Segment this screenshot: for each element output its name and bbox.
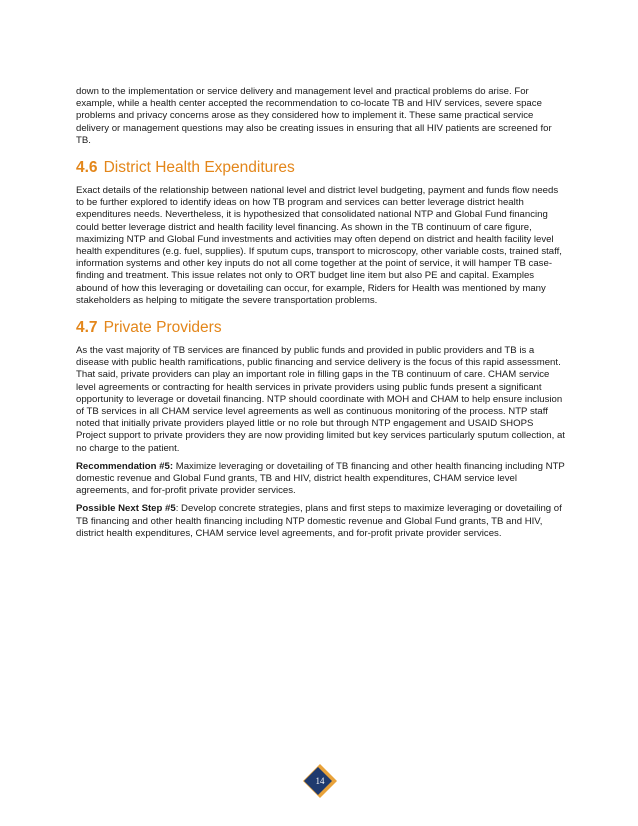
section-number: 4.7 [76, 319, 98, 337]
page-number-badge [302, 763, 338, 799]
recommendation-text: Maximize leveraging or dovetailing of TB financing and other health financing including NTP domestic revenue and Global Fund grants, TB and HIV, district health expenditures, CHAM service level agreements, and for-profit private provider services. [76, 460, 565, 497]
next-step-paragraph [76, 503, 565, 540]
recommendation-paragraph [76, 461, 565, 498]
section-number: 4.6 [76, 159, 98, 177]
section-title: District Health Expenditures [103, 159, 295, 177]
page-content [76, 86, 565, 540]
next-step-text: : Develop concrete strategies, plans and first steps to maximize leveraging or dovetailing of TB financing and other health financing including NTP domestic revenue and Global Fund grants, TB and HIV, district health expenditures, CHAM service level agreements, and for-profit private provider services. [76, 503, 562, 539]
section-heading-4-7 [76, 319, 565, 337]
page-number: 14 [315, 776, 325, 786]
intro-paragraph: down to the implementation or service delivery and management level and practical problems do arise. For example, while a health center accepted the recommendation to co-locate TB and HIV services, severe space problems and privacy concerns arose as they considered how to implement it. These same practical service delivery or management questions may also be creating issues in ensuring that all HIV patients are screened for TB. [76, 86, 552, 146]
district-paragraph: Exact details of the relationship between national level and district level budgeting, payment and funds flow needs to be further explored to identify ideas on how TB program and services can better leverage district health expenditures needs. Nevertheless, it is hypothesized that consolidated national NTP and Global Fund financing could better leverage district and health facility level financing. As shown in the TB continuum of care figure, maximizing NTP and Global Fund investments and activities may often depend on district and health facility level health expenditures (e.g. fuel, supplies). If sputum cups, transport to microscopy, other variable costs, trained staff, information systems and other key inputs do not all come together at the point of service, it will hamper TB case-finding and treatment. This issue relates not only to ORT budget line item but also PE and capital. Examples abound of how this leveraging or dovetailing can occur, for example, Riders for Health was mentioned by many stakeholders as helping to mitigate the severe transportation problems. [76, 185, 562, 306]
next-step-label: Possible Next Step #5 [76, 503, 176, 515]
recommendation-label: Recommendation #5: [76, 460, 174, 472]
section-heading-4-6 [76, 159, 565, 177]
private-providers-paragraph: As the vast majority of TB services are financed by public funds and provided in public providers and TB is a disease with public health ramifications, public financing and service delivery is the focus of this rapid assessment. That said, private providers can play an important role in filling gaps in the TB continuum of care. CHAM service level agreements or contracting for health services in private providers using public funds present a significant opportunity to leverage or dovetail financing. NTP should coordinate with MOH and CHAM to help ensure inclusion of TB services in all CHAM service level agreements as well as continuous monitoring of the process. NTP staff noted that initially private providers played little or no role but through NTP engagement and USAID SHOPS Project support to private providers they are now providing limited but key services particularly sputum collection, at no charge to the patient. [76, 345, 565, 454]
section-title: Private Providers [103, 319, 222, 337]
